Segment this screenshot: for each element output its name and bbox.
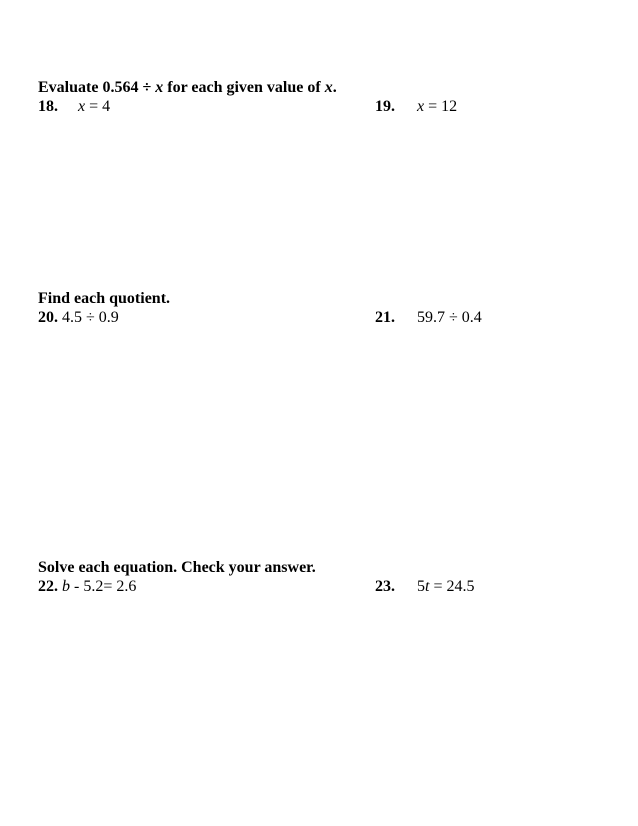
problem-19: 19. x = 12 (375, 98, 458, 115)
problem-row (38, 577, 598, 596)
problem-expression: 59.7 ÷ 0.4 (417, 309, 482, 326)
problem-number: 20. (38, 309, 58, 326)
problem-number: 21. (375, 309, 395, 326)
instruction-quotient: Find each quotient. (38, 290, 171, 307)
problem-23: 23. 5t = 24.5 (375, 578, 475, 595)
problem-number: 19. (375, 98, 395, 115)
problem-20 (38, 308, 119, 327)
instruction-equations: Solve each equation. Check your answer. (38, 559, 316, 576)
problem-number: 23. (375, 578, 395, 595)
problem-18: 18. x = 4 (38, 98, 111, 115)
problem-21 (375, 308, 482, 327)
problem-number: 22. (38, 578, 58, 595)
section-quotient (38, 289, 598, 327)
problem-row (38, 308, 598, 327)
problem-row (38, 97, 598, 116)
problem-expression: 4.5 ÷ 0.9 (62, 309, 119, 326)
section-evaluate (38, 78, 598, 116)
problem-22: 22. b - 5.2= 2.6 (38, 578, 137, 595)
instruction-evaluate: Evaluate 0.564 ÷ x for each given value of x. (38, 79, 337, 96)
problem-number: 18. (38, 98, 58, 115)
section-equations (38, 558, 598, 596)
